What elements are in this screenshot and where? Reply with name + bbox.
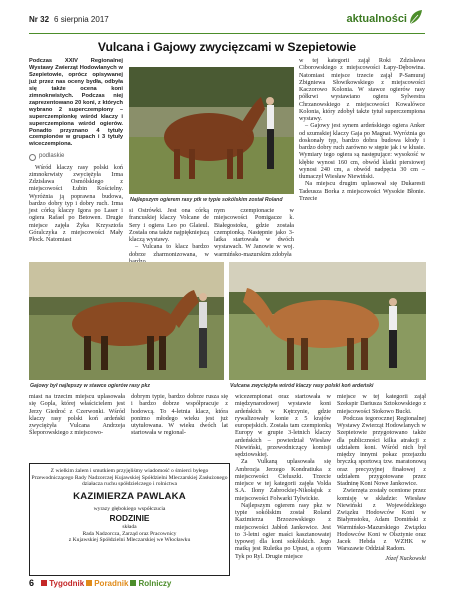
- location-pin-icon: [29, 154, 36, 161]
- logo-word: Poradnik: [94, 578, 129, 588]
- logo-square-icon: [130, 580, 136, 586]
- lower-column-2: [131, 394, 228, 438]
- article-paragraph: Za Vulkaną uplasowała się Ambrozja Jerzego Kondratiuka z miejscowości Cieluszki. Trzecie miejsce w tej kategorii zajęła Volda S.A. Ilony Zabrockiej-Nikołajuk z miejscowości Folwarki Tylwickie.: [235, 459, 331, 502]
- logo-square-icon: [41, 580, 47, 586]
- photo-roland: [129, 67, 294, 194]
- obituary-from-line: z Kujawskiej Spółdzielni Mleczarskiej we Włocławku: [68, 537, 191, 544]
- region-label: podlaskie: [39, 153, 65, 160]
- obituary-family: RODZINIE: [109, 513, 150, 524]
- page-header: [29, 13, 425, 31]
- article-paragraph: miast na trzecim miejscu uplasowała się Gopla, której właścicielem jest Jerzy Giedroć z Czerwonki. Wśród klaczy rasy polski koń ardeński zwyciężyła Vulcana Andrzeja Śleporowskiego z miejscowo-: [29, 394, 125, 437]
- obituary-condolences: wyrazy głębokiego współczucia: [93, 505, 166, 512]
- photo-vulcana-image: [229, 262, 426, 380]
- issue-info: [29, 15, 109, 24]
- column-3: [214, 208, 294, 259]
- photo-gajowy: [29, 262, 224, 380]
- photo-gajowy-image: [29, 262, 224, 380]
- publication-logo: [41, 579, 171, 588]
- photo-caption: Vulcana zwyciężyła wśród klaczy rasy polski koń ardeński: [230, 383, 374, 389]
- photo-caption: Gajowy był najlepszy w stawce ogierów rasy pkz: [30, 383, 150, 389]
- article-headline: Vulcana i Gajowy zwycięzcami w Szepietowie: [97, 40, 357, 54]
- leaf-icon: [408, 9, 423, 26]
- header-rule: [29, 33, 425, 34]
- lower-column-1: [29, 394, 125, 438]
- photo-roland-image: [129, 67, 294, 194]
- region-tag: [29, 153, 123, 160]
- article-paragraph: Na miejscu drugim uplasował się Dukaresti Tadeusza Borka z miejscowości Wysokie Błonie. Trzecie: [299, 181, 425, 202]
- article-lead: Podczas XXIV Regionalnej Wystawy Zwierząt Hodowlanych w Szepietowie, oprócz opisywanej już przez nas oceny bydła, odbyła się także ocena koni zimnokrwistych. Podczas niej zaprezentowano 20 koni, z których wybrano 2 superczempiony – superczempionkę wśród klaczy i superczempiona wśród ogierów. Ponadto przyznano 4 tytuły czempionów w grupach i 3 tytuły wiceczempiona.: [29, 58, 123, 148]
- column-2: [129, 208, 209, 266]
- photo-caption: Najlepszym ogierem rasy ptk w typie sokólskim został Roland: [130, 197, 283, 203]
- article-paragraph: Wśród klaczy rasy polski koń zimnokrwisty zwyciężyła Irma Zdzisława Osmólskiego z miejscowości Łubin Kościelny. Wyróżnia ją poprawna budowa, bardzo dobry typ i dobry ruch. Irma jest córką klaczy Igora po Laser i ogiera Rafael po Betowen. Drugie miejsce zajęła Żyka Krzysztofa Góralczyka z miejscowości Mały Płock. Natomiast: [29, 164, 123, 244]
- photo-vulcana: [229, 262, 426, 380]
- lower-column-4: [337, 394, 426, 563]
- author-signature: Józef Nuckowski: [385, 555, 426, 562]
- obituary-from-label: składa: [122, 523, 137, 530]
- article-paragraph: wicezempionat oraz startowała w międzynarodowej wystawie koni ardeńskich w Kętrzynie, gdzie rywalizowały konie z 5 krajów europejskich. Została tam czempionką Europy w grupie 3-letnich klaczy ardeńskich – powiedział Wiesław Niewiński, przewodniczący komisji sędziowskiej.: [235, 394, 331, 458]
- section-label: aktualności: [346, 13, 407, 25]
- column-4: [299, 58, 425, 203]
- article-paragraph: – Vulcana to klacz bardzo dobrze zharmonizowana, w: [129, 244, 209, 258]
- obituary-intro: Z wielkim żalem i smutkiem przyjęliśmy wiadomość o śmierci byłego Przewodniczącego Rady Nadzorczej Kujawskiej Spółdzielni Mleczarskiej Zasłużonego działacza ruchu spółdzielczego i rolnictwa: [31, 468, 228, 488]
- article-paragraph: nym czempionacie w miejscowości Pomigacze k. Białegostoku, gdzie została czempionką. Następnie jako 3-latka startowała w dwóch wystawach. W Janowie w woj. warmińsko-mazurskim zdobyła: [214, 208, 294, 258]
- article-paragraph: w tej kategorii zajął Roki Zdzisława Ciborowskiego z miejscowości Łapy-Dębowina. Natomiast miejsce trzecie zajął P-Samuraj Zbigniewa Słowikowskiego z miejscowości Kaczorowo Kolonia. W stawce ogierów rasy półkrwi wystawiano ogiera Sylwestra Chrzanowskiego z miejscowości Kowalówce Kolonia, który zdobył także tytuł superczempiona wystawy.: [299, 58, 425, 122]
- article-paragraph: – Gajowy jest synem ardeńskiego ogiera Anker od szumskiej klaczy Gaja po Magnat. Wyróżnia go doskonały typ, bardzo dobra budowa kłody i bardzo dobry ruch zarówno w stępie jak i w kłusie. Wymiary tego ogiera są następujące: wysokość w kłębie wynosi 160 cm, obwód klatki piersiowej wynosi 240 cm, a obwód nadpęcia 30 cm – tłumaczył Wiesław Niewiński.: [299, 123, 425, 180]
- article-paragraph: dobrym typie, bardzo dobrze rusza się i bardzo dobrze współpracuje z hodowcą. To 4-letnia klacz, która ponimo młodego wieku jest już utytułowana. W wieku dwóch lat startowała w regional-: [131, 394, 228, 437]
- page-footer: [29, 578, 171, 588]
- issue-date: 6 sierpnia 2017: [54, 15, 109, 24]
- article-paragraph: Najlepszym ogierem rasy pkz w typie sokólskim został Roland Kazimierza Brzozowskiego z miejscowości Jabłoń Jankowice. Jest to 3-letni ogier maści kasztanowatej typowej dla koni sokólskich. Jego matką jest Ruletka po Upust, a ojcem Tyk po Ryl. Drugie miejsce: [235, 502, 331, 560]
- page-number: 6: [29, 578, 35, 588]
- article-paragraph: Zwierzęta zostały ocenione przez komisję w składzie: Wiesław Niewiński z Wojewódzkiego Związku Hodowców Koni w Białymstoku, Adam Domiński z Warmińsko-Mazurskiego Związku Hodowców Koni w Olsztynie oraz Jacek Hebda z WZHK w Warszawie Oddział Radom.: [337, 488, 426, 553]
- obituary-name: KAZIMIERZA PAWLAKA: [73, 490, 186, 502]
- lower-column-3: [235, 394, 331, 561]
- article-paragraph: si Ostrówki. Jest ona córką francuskiej klaczy Volcane de Sery i ogiera Leo po Glaieul. Została ona także najpiękniejszą klaczą wystawy.: [129, 208, 209, 243]
- logo-word: Rolniczy: [138, 578, 172, 588]
- obituary-from-line: Rada Nadzorcza, Zarząd oraz Pracownicy: [82, 530, 177, 537]
- obituary-box: [29, 463, 230, 576]
- logo-word: Tygodnik: [49, 578, 85, 588]
- article-paragraph: miejsce w tej kategorii zajął Szekspir Dariusza Sztokowskiego z miejscowości Stokowo Bucki.: [337, 394, 426, 415]
- column-1: [29, 58, 123, 244]
- logo-square-icon: [86, 580, 92, 586]
- article-paragraph: Podczas tegorocznej Regionalnej Wystawy Zwierząt Hodowlanych w Szepietowie przygotowano także dla publiczności kilka atrakcji z udziałem koni. Wśród nich był między innymi pokaz przejazdu bryczką sportową tzw. maratonową oraz precyzyjnej finałowej z udziałem przygotowane przez Stadninę Koni Nowe Jankowice.: [337, 415, 426, 487]
- issue-number: Nr 32: [29, 15, 50, 24]
